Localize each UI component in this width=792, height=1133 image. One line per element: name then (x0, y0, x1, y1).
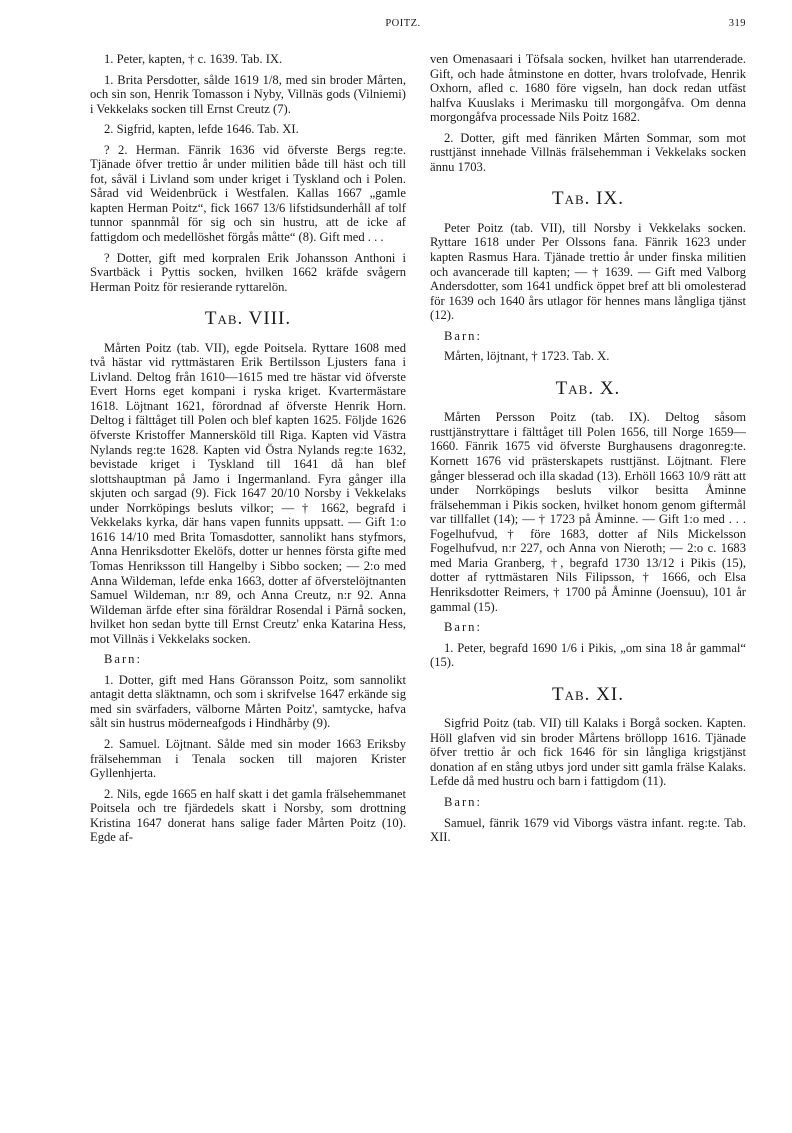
paragraph: 1. Dotter, gift med Hans Göransson Poitz, som sannolikt antagit detta släktnamn, och som i skrifvelse 1647 erkände sig med sin svärfaders, välborne Mårten Poitz', samtycke, hafva sålt sin hustrus möderneafgods i Hindhårby (9). (90, 672, 406, 731)
paragraph: 2. Nils, egde 1665 en half skatt i det gamla frälsehemmanet Poitsela och tre fjärdedels skatt i Norsby, som drottning Kristina 1647 donerat hans salige fader Mårten Poitz (10). Egde af- (90, 786, 406, 845)
paragraph: Sigfrid Poitz (tab. VII) till Kalaks i Borgå socken. Kapten. Höll glafven vid sin broder Mårtens bröllopp 1616. Tjänade öfver trettio år och fick 1646 för sin långliga krigstjänst donation af en stång utbys jord under sitt gamla frälse Kalaks. Lefde då med hustru och barn i fattigdom (11). (430, 716, 746, 789)
children-label: Barn: (444, 620, 482, 635)
paragraph: 2. Sigfrid, kapten, lefde 1646. Tab. XI. (104, 122, 299, 137)
paragraph: 2. Dotter, gift med fänriken Mårten Sommar, som mot rusttjänst innehade Villnäs frälsehemman i Vekkelaks socken ännu 1703. (430, 130, 746, 174)
children-label: Barn: (444, 328, 482, 343)
section-heading-tab-x: Tab. X. (555, 377, 621, 399)
section-heading-tab-ix: Tab. IX. (552, 188, 624, 210)
right-column (430, 52, 746, 851)
paragraph: Samuel, fänrik 1679 vid Viborgs västra infant. reg:te. Tab. XII. (430, 815, 746, 845)
paragraph: Mårten Persson Poitz (tab. IX). Deltog såsom rusttjänstryttare i fälttåget till Polen 1656, till Norge 1659—1660. Fänrik 1675 vid öfverste Burghausens dragonreg:te. Kornett 1676 vid prästerskapets rusttjänst. Löjtnant. Flere gånger blesserad och illa skadad (13). Erhöll 1663 10/9 rätt att under Norrköpings besluts vilkor besitta Åminne frälsehemman i Pikis socken, hvilket honom genom giftermål var tillfallet (14); — † 1723 på Åminne. — Gift 1:o med . . . Fogelhufvud, † före 1683, dotter af Nils Mickelsson Fogelhufvud, n:r 227, och Anna von Nieroth; — 2:o c. 1683 med Maria Granberg, †, begrafd 1730 13/12 i Pikis (15), dotter af ryttmästaren Nils Filipsson, † 1666, och Elsa Henriksdotter Reimers, † 1700 på Åminne (Joensuu), 101 år gammal (15). (430, 410, 746, 614)
paragraph: ven Omenasaari i Töfsala socken, hvilket han utarrenderade. Gift, och hade åtminstone en dotter, hvars trolofvade, Henrik Oxhorn, afled c. 1680 före vigseln, han dock redan utfäst halfva Kuuslaks i Merimasku till morgongåfva. Om denna morgongåfva processade Nils Poitz 1682. (430, 52, 746, 125)
paragraph: Mårten, löjtnant, † 1723. Tab. X. (444, 349, 610, 364)
paragraph: 1. Peter, kapten, † c. 1639. Tab. IX. (104, 52, 283, 66)
paragraph: ? Dotter, gift med korpralen Erik Johansson Anthoni i Svartbäck i Pyttis socken, hvilken 1662 kräfde svågern Herman Poitz för resierande ryttarelön. (90, 250, 406, 294)
page-number: 319 (728, 18, 746, 29)
page-header (60, 18, 746, 34)
paragraph: ? 2. Herman. Fänrik 1636 vid öfverste Bergs reg:te. Tjänade öfver trettio år under militien både till häst och till fot, såväl i Livland som under kriget i Tyskland och i Polen. Sårad vid Weidenbrück i Westfalen. Kallas 1667 „gamle kapten Herman Poitz“, fick 1667 13/6 lifstidsunderhåll af tolf tunnor spannmål för sig och sin hustru, att de icke af fattigdom och medellöshet förgås måtte“ (8). Gift med . . . (90, 142, 406, 245)
running-title: POITZ. (385, 18, 421, 29)
paragraph: Mårten Poitz (tab. VII), egde Poitsela. Ryttare 1608 med två hästar vid ryttmästaren Erik Bertilsson Ljusters fana i Livland. Deltog från 1610—1615 med tre hästar vid öfverste Evert Horns eget kompani i ryska kriget. Kvartermästare 1618. Löjtnant 1621, förordnad af öfverste Henrik Horn. Deltog i fälttåget till Polen och blef kapten 1625. Följde 1626 öfverste Kristoffer Mannersköld till Riga. Kapten vid Västra Nylands reg:te 1628. Kapten vid Östra Nylands reg:te 1632, bevistade kriget i Tyskland till 1641 då han blef slottshauptman på Jamo i Ingermanland. Fyra gånger illa skjuten och sargad (9). Fick 1647 20/10 Norsby i Vekkelaks under Norrköpings besluts vilkor; — † 1662, begrafd i Vekkelaks kyrka, där hans vapen funnits uppsatt. — Gift 1:o 1616 14/10 med Brita Tomasdotter, sannolikt hans styfmors, Anna Henriksdotter Ekelöfs, dotter ur hennes första gifte med Tomas Henriksson till Hangelby i Sibbo socken; — 2:o med Anna Wildeman, lefde enka 1663, dotter af öfverstelöjtnanten Samuel Wildeman, n:r 89, och Anna Creutz, n:r 92. Anna Wildeman ärfde efter sina föräldrar Rosendal i Pärnå socken, hvilket hon sedan bytte till Ernst Creutz' enka Katarina Hess, mot Villnäs i Vekkelaks socken. (90, 340, 406, 646)
children-label: Barn: (104, 652, 142, 667)
paragraph: 1. Peter, begrafd 1690 1/6 i Pikis, „om sina 18 år gammal“ (15). (430, 640, 746, 670)
paragraph: 2. Samuel. Löjtnant. Sålde med sin moder 1663 Eriksby frälsehemman i Tenala socken till majoren Krister Gyllenhjerta. (90, 736, 406, 781)
paragraph: Peter Poitz (tab. VII), till Norsby i Vekkelaks socken. Ryttare 1618 under Per Olssons fana. Fänrik 1623 under kapten Rasmus Hara. Tjänade trettio år under finska militien och avancerade till kapten; — † 1639. — Gift med Valborg Andersdotter, som 1641 undfick öppet bref att bli omolesterad för 1639 och 1640 års utlagor för hennes mans långliga tjänst (12). (430, 220, 746, 323)
paragraph: 1. Brita Persdotter, sålde 1619 1/8, med sin broder Mårten, och sin son, Henrik Tomasson i Nyby, Villnäs gods (Vilniemi) i Vekkelaks socken till Ernst Creutz (7). (90, 72, 406, 116)
section-heading-tab-xi: Tab. XI. (552, 683, 624, 705)
children-label: Barn: (444, 794, 482, 809)
left-column (90, 52, 406, 851)
section-heading-tab-viii: Tab. VIII. (204, 308, 292, 330)
